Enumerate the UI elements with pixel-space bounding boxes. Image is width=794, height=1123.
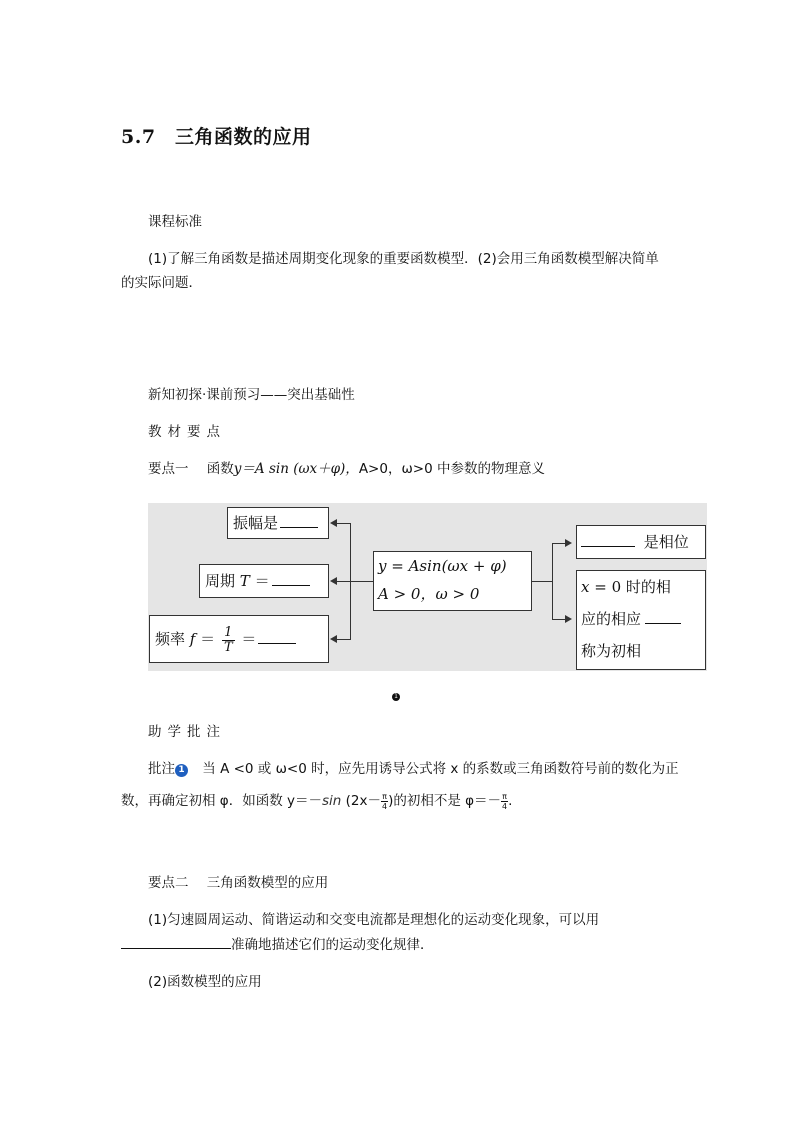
phase-blank (581, 531, 635, 547)
freq-var: f (189, 630, 196, 648)
freq-eq: ＝ (200, 630, 216, 648)
connector-period (336, 581, 373, 582)
textbook-points-heading: 教材要点 (148, 424, 226, 440)
note-pi-over-4-a (381, 792, 388, 811)
amplitude-label: 振幅是 (233, 514, 279, 532)
right-vertical-connector (552, 543, 553, 620)
connector-frequency (336, 639, 350, 640)
arrow-period (330, 577, 337, 585)
freq-fraction (222, 626, 235, 655)
freq-den: T (223, 639, 233, 655)
point2-label: 要点二 (148, 875, 189, 891)
period-blank (272, 570, 310, 586)
connector-center-right (532, 581, 552, 582)
phase-box (576, 525, 706, 559)
arrow-initial (565, 615, 572, 623)
arrow-frequency (330, 635, 337, 643)
course-standard-line1: (1)了解三角函数是描述周期变化现象的重要函数模型．(2)会用三角函数模型解决简单 (148, 251, 659, 267)
point1-line (148, 457, 545, 482)
course-standard-heading: 课程标准 (148, 214, 202, 230)
function-conditions: A > 0，ω > 0 (378, 585, 480, 603)
period-box (199, 564, 329, 598)
note-label: 批注 (148, 761, 175, 777)
initial-phase-line2 (581, 603, 705, 635)
initial-phase-line1 (581, 571, 705, 603)
note-line2-a: 数，再确定初相 φ．如函数 y＝－ (121, 793, 322, 809)
initial-phase-line3: 称为初相 (581, 642, 642, 660)
point2-line2-text: 准确地描述它们的运动变化规律． (231, 937, 434, 953)
note-line2-end: . (508, 793, 513, 809)
freq-eq2: ＝ (241, 630, 257, 648)
period-var: T (239, 572, 250, 590)
note-line1 (148, 757, 679, 782)
footnote-badge: 1 (392, 693, 400, 701)
note-line2 (121, 789, 512, 814)
function-box (373, 551, 532, 611)
initial-text: = 0 时的相 (589, 578, 671, 596)
note-badge: 1 (175, 764, 188, 777)
connector-phase (552, 543, 565, 544)
point2-heading (148, 871, 328, 896)
notes-heading: 助学批注 (148, 724, 226, 740)
frequency-blank (258, 628, 296, 644)
amplitude-blank (280, 512, 318, 528)
phase-label: 是相位 (643, 533, 689, 551)
note-line1-text: 当 A <0 或 ω<0 时，应先用诱导公式将 x 的系数或三角函数符号前的数化为正 (202, 761, 679, 777)
course-standard-line2: 的实际问题． (121, 275, 202, 291)
pi-num-b: π (502, 791, 507, 801)
pi-num-a: π (382, 791, 387, 801)
arrow-amplitude (330, 519, 337, 527)
page-title: 5.7 三角函数的应用 (121, 126, 312, 148)
connector-initial (552, 619, 565, 620)
point1-text-b: A>0，ω>0 中参数的物理意义 (358, 461, 545, 477)
freq-num: 1 (222, 626, 235, 641)
initial-blank (645, 608, 681, 624)
point2-line1: (1)匀速圆周运动、简谐运动和交变电流都是理想化的运动变化现象，可以用 (148, 912, 600, 928)
connector-amplitude (336, 523, 350, 524)
initial-line2-text: 应的相应 (581, 610, 642, 628)
point1-label: 要点一 (148, 461, 189, 477)
note-line2-b: (2x－ (341, 793, 381, 809)
note-sin: sin (321, 793, 342, 809)
point1-text-a: 函数 (206, 461, 234, 477)
preview-heading: 新知初探·课前预习——突出基础性 (148, 387, 355, 403)
point2-line2 (121, 933, 434, 958)
point1-formula: y＝A sin (ωx＋φ)， (233, 461, 359, 477)
parameter-diagram (148, 503, 707, 671)
amplitude-box (227, 507, 329, 539)
period-label: 周期 (205, 572, 236, 590)
function-formula: y = Asin(ωx + φ) (378, 557, 507, 575)
freq-label: 频率 (155, 630, 186, 648)
point2-blank (121, 934, 231, 949)
frequency-box (149, 615, 329, 663)
period-eq: ＝ (254, 572, 270, 590)
note-line2-c: )的初相不是 φ＝－ (388, 793, 502, 809)
footnote-marker (392, 686, 400, 702)
point2-line3: (2)函数模型的应用 (148, 974, 262, 990)
arrow-phase (565, 539, 572, 547)
initial-var: x (581, 578, 590, 596)
pi-den-a: 4 (381, 801, 388, 811)
pi-den-b: 4 (502, 801, 508, 811)
initial-phase-box (576, 570, 706, 670)
point2-title: 三角函数模型的应用 (206, 875, 329, 891)
